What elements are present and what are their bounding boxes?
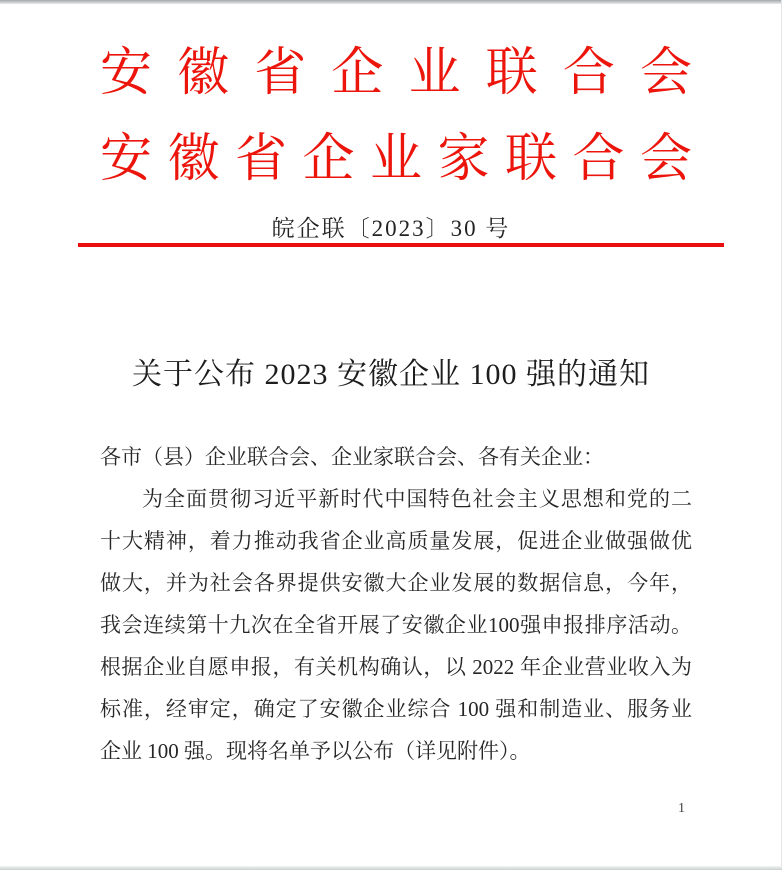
body-line: 为全面贯彻习近平新时代中国特色社会主义思想和党的二: [142, 487, 692, 511]
document-number: 皖企联〔2023〕30 号: [271, 216, 511, 241]
body-line: 我会连续第十九次在全省开展了安徽企业100强申报排序活动。: [100, 613, 692, 637]
page-bottom-edge: [0, 866, 782, 870]
body-line: 标准，经审定，确定了安徽企业综合 100 强和制造业、服务业: [100, 697, 692, 721]
salutation: 各市（县）企业联合会、企业家联合会、各有关企业：: [100, 445, 604, 469]
body-line: 根据企业自愿申报，有关机构确认，以 2022 年企业营业收入为: [100, 655, 692, 679]
red-divider-line: [78, 243, 724, 247]
body-line: 做大，并为社会各界提供安徽大企业发展的数据信息，今年，: [100, 571, 692, 595]
body-line: 十大精神，着力推动我省企业高质量发展，促进企业做强做优: [100, 529, 692, 553]
notice-body: [100, 436, 692, 772]
page-top-edge: [0, 0, 782, 4]
org-name-line-2: 安徽省企业家联合会: [100, 131, 692, 188]
page-number: 1: [678, 801, 685, 816]
org-name-line-1: 安徽省企业联合会: [100, 45, 692, 102]
body-line: 企业 100 强。现将名单予以公布（详见附件）。: [100, 739, 531, 763]
notice-title: 关于公布 2023 安徽企业 100 强的通知: [132, 358, 650, 391]
